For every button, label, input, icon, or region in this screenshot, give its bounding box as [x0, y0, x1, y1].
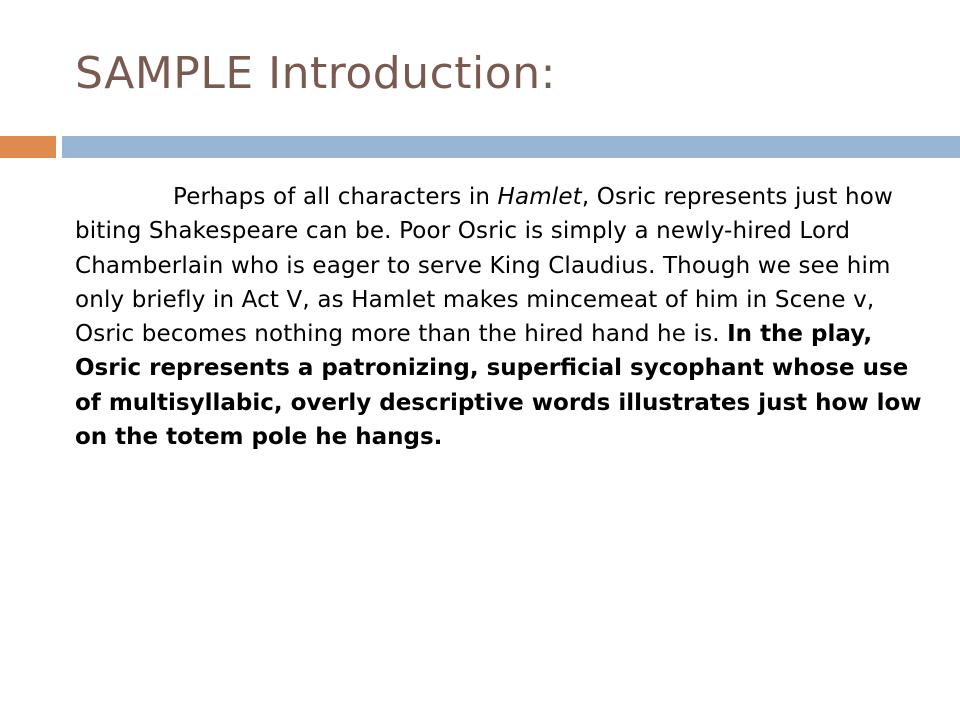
accent-bar [0, 136, 56, 158]
play-title-italic: Hamlet [497, 184, 582, 210]
slide-title: SAMPLE Introduction: [75, 48, 556, 99]
paragraph-text-start: Perhaps of all characters in [173, 184, 498, 210]
paragraph-text-middle: , Osric represents just how biting Shakespeare can be. Poor Osric is simply a newly-hired Lord Chamberlain who is eager to serve King Claudius. Though we see him only briefly in Act V, as Hamlet makes mincemeat of him in Scene v, Osric becomes nothing more than the hired hand he is. [75, 184, 893, 348]
title-underline-bar [62, 136, 960, 158]
introduction-paragraph [75, 180, 925, 454]
thesis-statement: In the play, Osric represents a patronizing, superficial sycophant whose use of multisyllabic, overly descriptive words illustrates just how low on the totem pole he hangs. [75, 321, 922, 451]
